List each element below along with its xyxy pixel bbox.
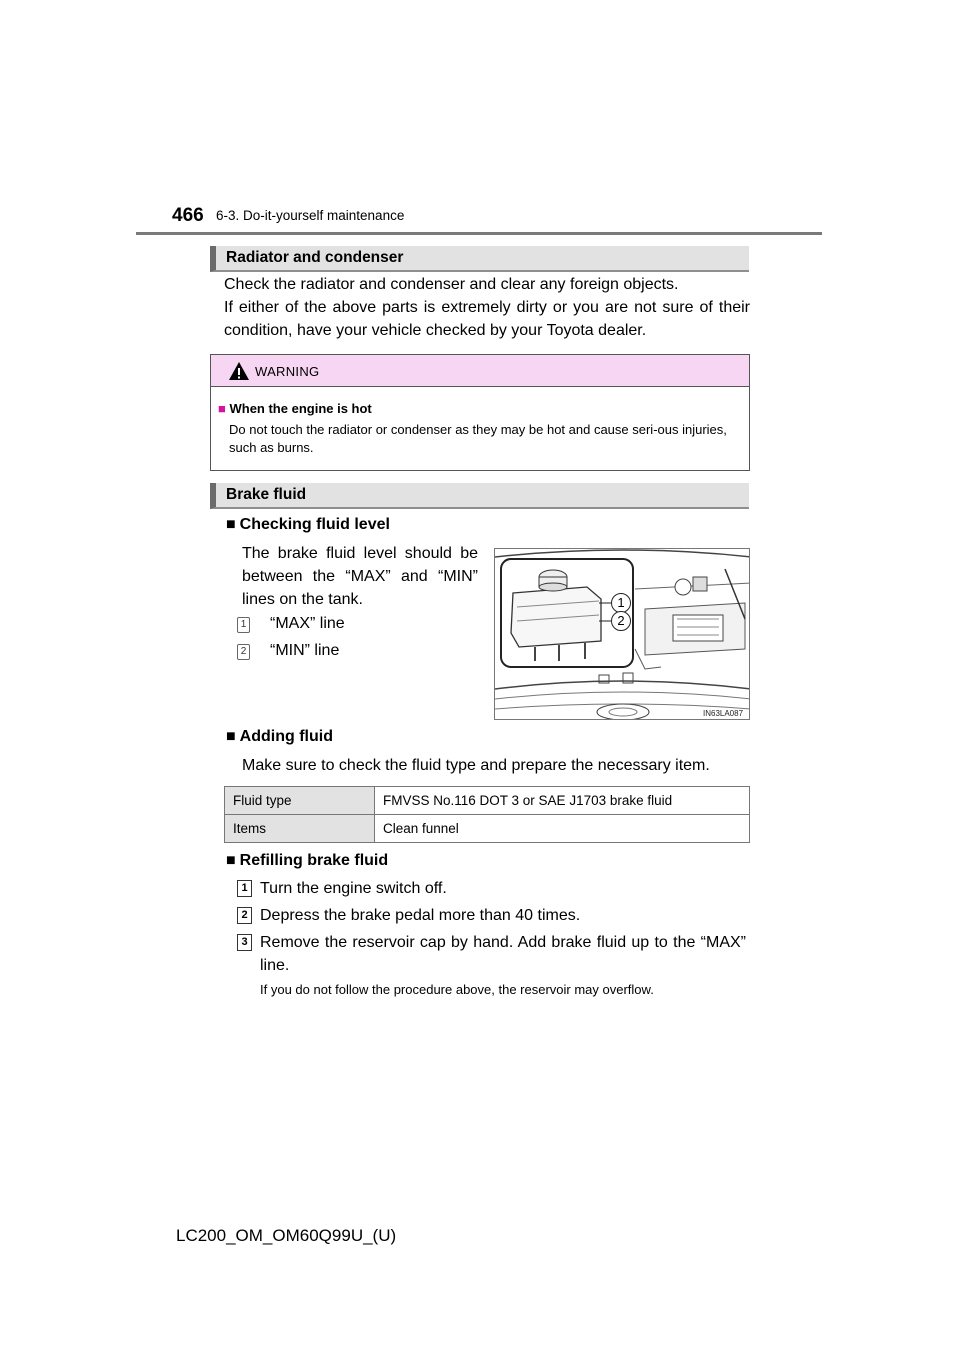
adding-text: Make sure to check the fluid type and prepare the necessary item. <box>242 757 710 774</box>
step-number: 3 <box>237 934 252 951</box>
checking-heading-text: Checking fluid level <box>239 516 390 533</box>
page-number: 466 <box>172 205 204 226</box>
illustration-code: IN63LA087 <box>703 709 744 718</box>
checking-text: The brake fluid level should be between the “MAX” and “MIN” lines on the tank. <box>242 545 478 608</box>
callout-1: 1 <box>611 593 631 613</box>
warning-subheading <box>218 401 372 416</box>
bullet-square-icon: ■ <box>218 401 226 416</box>
table-key: Items <box>225 815 375 843</box>
warning-triangle-icon <box>228 361 250 381</box>
bullet-square-icon: ■ <box>226 728 236 745</box>
warning-subheading-text: When the engine is hot <box>229 401 372 416</box>
adding-heading-text: Adding fluid <box>239 728 333 745</box>
table-key: Fluid type <box>225 787 375 815</box>
table-value: Clean funnel <box>375 815 750 843</box>
step-text: Depress the brake pedal more than 40 times. <box>260 907 581 924</box>
step-text: Remove the reservoir cap by hand. Add brake fluid up to the “MAX” line. <box>260 934 746 974</box>
radiator-paragraph-1: Check the radiator and condenser and clear any foreign objects. <box>224 276 679 293</box>
table-value: FMVSS No.116 DOT 3 or SAE J1703 brake fluid <box>375 787 750 815</box>
item-number: 2 <box>237 644 250 660</box>
bullet-square-icon: ■ <box>226 852 236 869</box>
running-head: 6-3. Do-it-yourself maintenance <box>216 208 405 223</box>
engine-bay-drawing <box>495 549 750 720</box>
brake-reservoir-illustration <box>494 548 750 720</box>
step-text: Turn the engine switch off. <box>260 880 447 897</box>
radiator-paragraph-2: If either of the above parts is extremely dirty or you are not sure of their condition, have your vehicle checked by your Toyota dealer. <box>224 299 750 339</box>
refilling-heading-text: Refilling brake fluid <box>239 852 389 869</box>
step-number: 2 <box>237 907 252 924</box>
warning-text: Do not touch the radiator or condenser as they may be hot and cause seri-ous injuries, such as burns. <box>229 422 727 455</box>
table-row <box>225 815 750 843</box>
bullet-square-icon: ■ <box>226 516 236 533</box>
fluid-table <box>224 786 750 843</box>
warning-label: WARNING <box>255 364 320 379</box>
step-number: 1 <box>237 880 252 897</box>
item-min-label: “MIN” line <box>270 642 340 659</box>
radiator-heading-text: Radiator and condenser <box>226 249 404 266</box>
adding-heading <box>226 728 333 746</box>
checking-heading <box>226 516 390 534</box>
item-min <box>237 641 250 660</box>
document-code: LC200_OM_OM60Q99U_(U) <box>176 1226 397 1245</box>
warning-header <box>211 355 749 387</box>
refilling-heading <box>226 852 388 870</box>
item-number: 1 <box>237 617 250 633</box>
brake-section-heading <box>210 483 749 509</box>
table-row <box>225 787 750 815</box>
callout-2: 2 <box>611 611 631 631</box>
radiator-section-heading <box>210 246 749 272</box>
item-max <box>237 614 250 633</box>
item-max-label: “MAX” line <box>270 615 345 632</box>
header-rule <box>136 232 822 235</box>
refilling-note: If you do not follow the procedure above, the reservoir may overflow. <box>260 982 654 997</box>
brake-heading-text: Brake fluid <box>226 486 307 503</box>
warning-box <box>210 354 750 471</box>
